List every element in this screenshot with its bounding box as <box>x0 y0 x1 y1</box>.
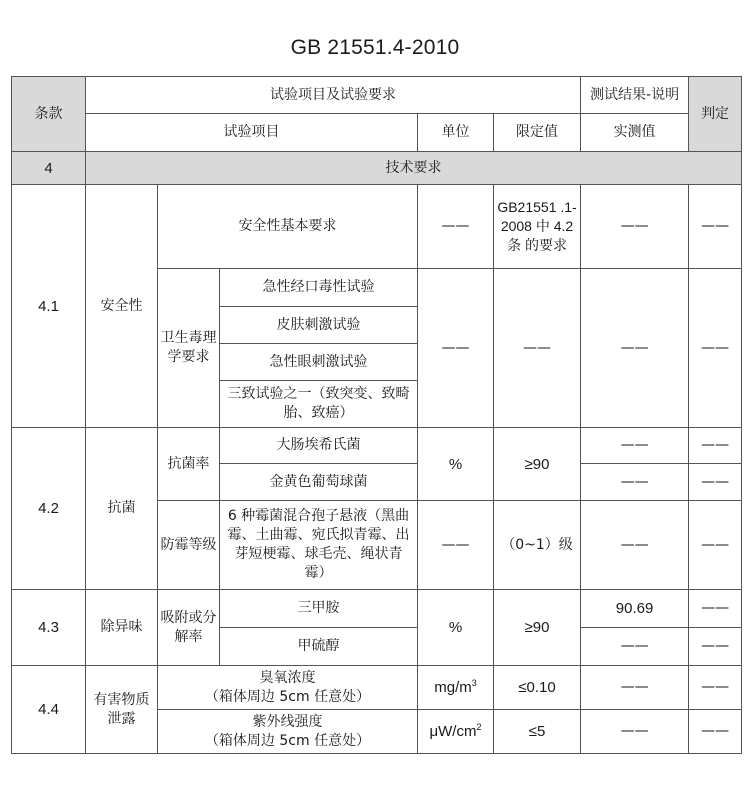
clause-4-1: 4.1 <box>12 185 86 428</box>
item-uv <box>158 710 418 754</box>
judgment-safety-basic: —— <box>689 185 742 269</box>
item-trimethylamine: 三甲胺 <box>220 590 418 628</box>
judgment-staph-aureus: —— <box>689 464 742 501</box>
limit-ozone: ≤0.10 <box>494 666 581 710</box>
unit-ozone-exp: 3 <box>471 678 477 688</box>
measured-trimethylamine: 90.69 <box>581 590 689 628</box>
clause-4-2: 4.2 <box>12 428 86 590</box>
limit-mold: （0~1）级 <box>494 501 581 590</box>
measured-e-coli: —— <box>581 428 689 464</box>
measured-mold: —— <box>581 501 689 590</box>
item-mold-spores: 6 种霉菌混合孢子悬液（黑曲霉、土曲霉、宛氏拟青霉、出芽短梗霉、球毛壳、绳状青霉） <box>220 501 418 590</box>
unit-mold: —— <box>418 501 494 590</box>
header-row-2 <box>12 114 742 152</box>
item-skin-irritation: 皮肤刺激试验 <box>220 307 418 344</box>
judgment-toxicology: —— <box>689 269 742 428</box>
judgment-e-coli: —— <box>689 428 742 464</box>
header-row-1 <box>12 77 742 114</box>
clause-4-4: 4.4 <box>12 666 86 754</box>
item-e-coli: 大肠埃希氏菌 <box>220 428 418 464</box>
measured-methyl-mercaptan: —— <box>581 628 689 666</box>
header-test-item: 试验项目 <box>86 114 418 152</box>
category-deodorize: 除异味 <box>86 590 158 666</box>
clause-4-3: 4.3 <box>12 590 86 666</box>
item-eye-irritation: 急性眼刺激试验 <box>220 344 418 381</box>
limit-deodorize: ≥90 <box>494 590 581 666</box>
measured-safety-basic: —— <box>581 185 689 269</box>
unit-uv-base: μW/cm <box>429 723 477 740</box>
limit-uv: ≤5 <box>494 710 581 754</box>
unit-ozone <box>418 666 494 710</box>
measured-staph-aureus: —— <box>581 464 689 501</box>
group-antibacterial-rate: 抗菌率 <box>158 428 220 501</box>
item-ozone-label: 臭氧浓度 <box>259 669 316 686</box>
header-measured: 实测值 <box>581 114 689 152</box>
judgment-methyl-mercaptan: —— <box>689 628 742 666</box>
test-results-table <box>11 76 742 754</box>
unit-antibacterial: % <box>418 428 494 501</box>
item-ozone-note: （箱体周边 5cm 任意处） <box>204 688 371 705</box>
unit-ozone-base: mg/m <box>434 679 472 696</box>
item-staph-aureus: 金黄色葡萄球菌 <box>220 464 418 501</box>
section-4-label: 技术要求 <box>86 152 742 185</box>
row-4-1-basic <box>12 185 742 269</box>
item-uv-label: 紫外线强度 <box>252 713 323 730</box>
measured-toxicology: —— <box>581 269 689 428</box>
unit-uv <box>418 710 494 754</box>
section-4-no: 4 <box>12 152 86 185</box>
group-adsorption-rate: 吸附或分解率 <box>158 590 220 666</box>
item-safety-basic: 安全性基本要求 <box>158 185 418 269</box>
header-judgment: 判定 <box>689 77 742 152</box>
header-clause: 条款 <box>12 77 86 152</box>
row-4-2-antibac-1 <box>12 428 742 464</box>
judgment-mold: —— <box>689 501 742 590</box>
header-test-result-desc: 测试结果-说明 <box>581 77 689 114</box>
judgment-uv: —— <box>689 710 742 754</box>
item-uv-note: （箱体周边 5cm 任意处） <box>204 732 371 749</box>
measured-uv: —— <box>581 710 689 754</box>
row-4-3-1 <box>12 590 742 628</box>
category-harmful-leak: 有害物质泄露 <box>86 666 158 754</box>
unit-toxicology: —— <box>418 269 494 428</box>
document-title: GB 21551.4-2010 <box>290 36 460 59</box>
judgment-trimethylamine: —— <box>689 590 742 628</box>
group-toxicology: 卫生毒理学要求 <box>158 269 220 428</box>
measured-ozone: —— <box>581 666 689 710</box>
unit-deodorize: % <box>418 590 494 666</box>
item-ozone <box>158 666 418 710</box>
limit-safety-basic: GB21551 .1-2008 中 4.2 条 的要求 <box>494 185 581 269</box>
category-antibacterial: 抗菌 <box>86 428 158 590</box>
category-safety: 安全性 <box>86 185 158 428</box>
item-methyl-mercaptan: 甲硫醇 <box>220 628 418 666</box>
limit-antibacterial: ≥90 <box>494 428 581 501</box>
item-acute-oral: 急性经口毒性试验 <box>220 269 418 307</box>
unit-uv-exp: 2 <box>476 722 482 732</box>
judgment-ozone: —— <box>689 666 742 710</box>
header-test-items-requirements: 试验项目及试验要求 <box>86 77 581 114</box>
group-mold-grade: 防霉等级 <box>158 501 220 590</box>
limit-toxicology: —— <box>494 269 581 428</box>
header-limit: 限定值 <box>494 114 581 152</box>
header-unit: 单位 <box>418 114 494 152</box>
row-4-4-ozone <box>12 666 742 710</box>
item-three-tests: 三致试验之一（致突变、致畸胎、致癌） <box>220 381 418 428</box>
unit-safety-basic: —— <box>418 185 494 269</box>
section-4-row <box>12 152 742 185</box>
